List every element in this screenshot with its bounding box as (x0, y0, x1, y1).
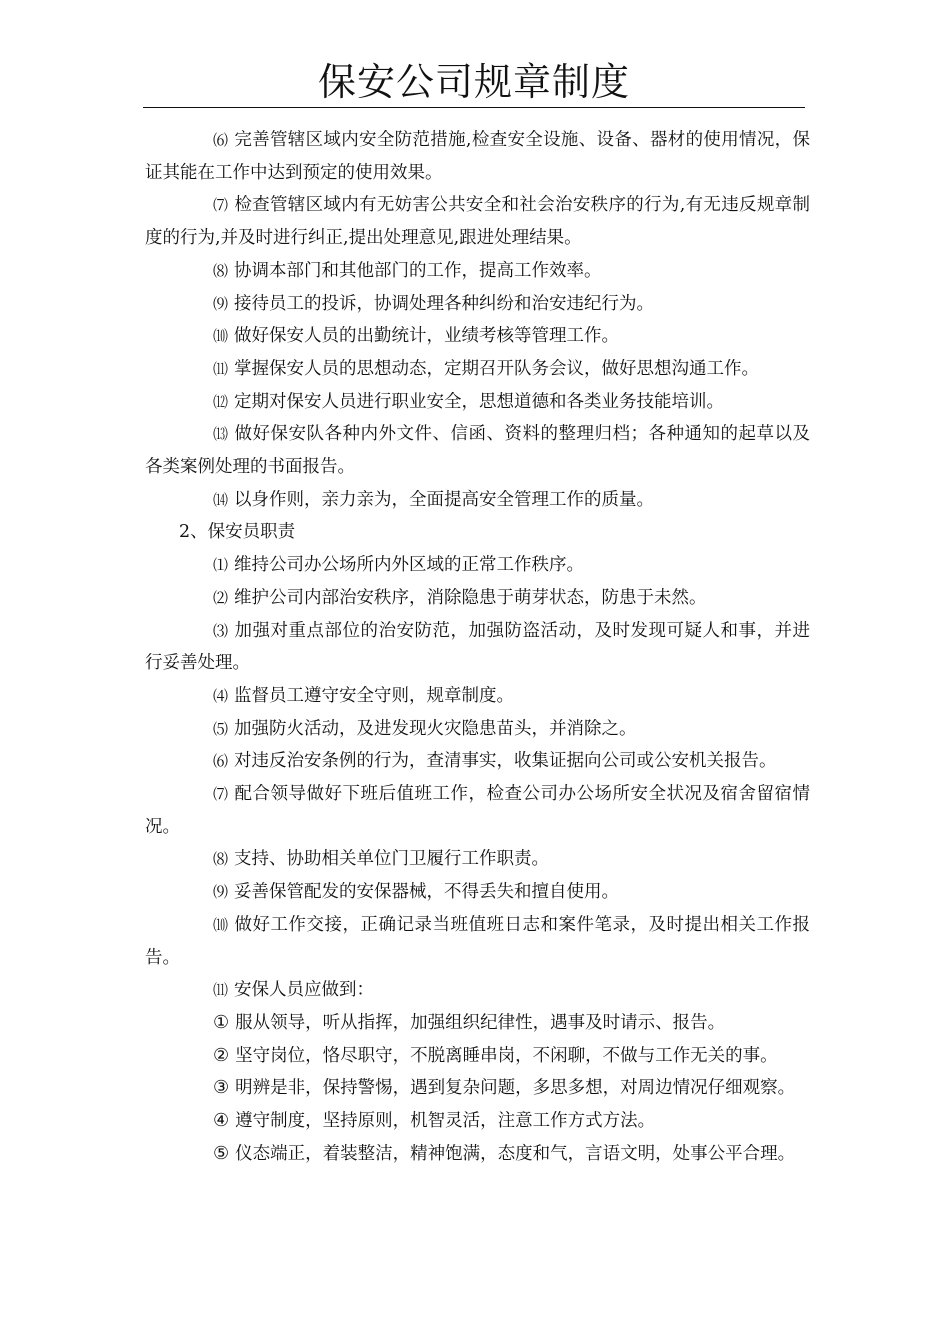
item-marker: ⑶ (213, 621, 229, 640)
duty-item (145, 909, 810, 974)
duty-item (145, 320, 810, 353)
duty-item (145, 418, 810, 483)
duty-item (145, 582, 810, 615)
header-divider (143, 107, 805, 108)
item-text: 维持公司办公场所内外区域的正常工作秩序。 (234, 555, 585, 576)
item-text: 加强防火活动，及进发现火灾隐患苗头，并消除之。 (234, 718, 637, 739)
duty-item (145, 713, 810, 746)
duty-item (145, 353, 810, 386)
item-text: 配合领导做好下班后值班工作，检查公司办公场所安全状况及宿舍留宿情况。 (145, 784, 810, 837)
item-marker: ① (213, 1011, 230, 1033)
item-text: 做好保安队各种内外文件、信函、资料的整理归档；各种通知的起草以及各类案例处理的书面报告。 (145, 424, 810, 478)
item-text: 掌握保安人员的思想动态，定期召开队务会议，做好思想沟通工作。 (234, 358, 760, 379)
document-title: 保安公司规章制度 (317, 60, 630, 104)
conduct-item (145, 1138, 810, 1171)
item-text: 协调本部门和其他部门的工作，提高工作效率。 (234, 260, 602, 281)
duty-item (145, 680, 810, 713)
item-marker: ⑸ (213, 719, 229, 738)
item-text: 以身作则，亲力亲为，全面提高安全管理工作的质量。 (234, 489, 655, 510)
duty-item (145, 745, 810, 778)
duty-item (145, 255, 810, 288)
duty-item (145, 189, 810, 254)
item-text: 对违反治安条例的行为，查清事实，收集证据向公司或公安机关报告。 (234, 751, 777, 772)
item-marker: ⑾ (213, 359, 229, 378)
duty-item (145, 288, 810, 321)
item-marker: ⑷ (213, 686, 229, 705)
item-text: 仪态端正，着装整洁，精神饱满，态度和气，言语文明，处事公平合理。 (235, 1143, 796, 1164)
item-text: 支持、协助相关单位门卫履行工作职责。 (234, 849, 550, 870)
item-marker: ⑹ (213, 752, 229, 771)
item-marker: ③ (213, 1077, 230, 1099)
duty-item (145, 843, 810, 876)
item-text: 遵守制度，坚持原则，机智灵活，注意工作方式方法。 (235, 1111, 656, 1132)
duty-item (145, 876, 810, 909)
item-marker: ⑤ (213, 1142, 230, 1164)
item-marker: ⑺ (213, 196, 229, 215)
item-marker: ⑼ (213, 294, 229, 313)
conduct-item (145, 1007, 810, 1040)
item-marker: ⒁ (213, 490, 229, 509)
duty-item (145, 549, 810, 582)
item-marker: ⑼ (213, 883, 229, 902)
item-marker: ⑽ (213, 327, 229, 346)
item-marker: ⑿ (213, 392, 229, 411)
duty-item (145, 974, 810, 1007)
item-text: 定期对保安人员进行职业安全，思想道德和各类业务技能培训。 (234, 391, 725, 412)
section-heading (145, 516, 810, 549)
item-marker: ⑴ (213, 556, 229, 575)
duty-item (145, 484, 810, 517)
item-marker: ⑺ (213, 785, 229, 804)
conduct-item (145, 1040, 810, 1073)
item-text: 服从领导，听从指挥，加强组织纪律性，遇事及时请示、报告。 (235, 1012, 726, 1033)
section-heading-text: 2、保安员职责 (179, 522, 296, 543)
item-marker: ⑹ (213, 131, 229, 149)
item-marker: ④ (213, 1110, 230, 1132)
item-text: 做好工作交接，正确记录当班值班日志和案件笔录，及时提出相关工作报告。 (145, 914, 810, 968)
item-text: 监督员工遵守安全守则，规章制度。 (234, 685, 515, 706)
item-marker: ⑻ (213, 850, 229, 869)
item-marker: ⒀ (213, 425, 229, 444)
item-marker: ⑾ (213, 981, 229, 1000)
duty-item (145, 615, 810, 680)
item-text: 完善管辖区域内安全防范措施,检查安全设施、设备、器材的使用情况，保证其能在工作中达到预定的使用效果。 (145, 130, 810, 183)
item-text: 安保人员应做到： (234, 980, 375, 1001)
item-text: 明辨是非，保持警惕，遇到复杂问题，多思多想，对周边情况仔细观察。 (235, 1078, 796, 1099)
item-text: 做好保安人员的出勤统计，业绩考核等管理工作。 (234, 326, 620, 347)
item-text: 接待员工的投诉，协调处理各种纠纷和治安违纪行为。 (234, 293, 655, 314)
item-text: 加强对重点部位的治安防范，加强防盗活动，及时发现可疑人和事，并进行妥善处理。 (145, 620, 810, 674)
item-text: 检查管辖区域内有无妨害公共安全和社会治安秩序的行为,有无违反规章制度的行为,并及时进行纠正,提出处理意见,跟进处理结果。 (145, 195, 810, 249)
item-text: 维护公司内部治安秩序，消除隐患于萌芽状态，防患于未然。 (234, 587, 707, 608)
duty-item (145, 778, 810, 843)
duty-item (145, 386, 810, 419)
page-header (143, 58, 805, 106)
document-body (145, 124, 810, 1171)
conduct-item (145, 1105, 810, 1138)
duty-item (145, 124, 810, 189)
item-text: 妥善保管配发的安保器械，不得丢失和擅自使用。 (234, 882, 620, 903)
item-marker: ⑵ (213, 588, 229, 607)
item-marker: ⑽ (213, 915, 229, 934)
conduct-item (145, 1072, 810, 1105)
item-text: 坚守岗位，恪尽职守，不脱离睡串岗，不闲聊，不做与工作无关的事。 (235, 1045, 778, 1066)
item-marker: ② (213, 1044, 230, 1066)
item-marker: ⑻ (213, 261, 229, 280)
